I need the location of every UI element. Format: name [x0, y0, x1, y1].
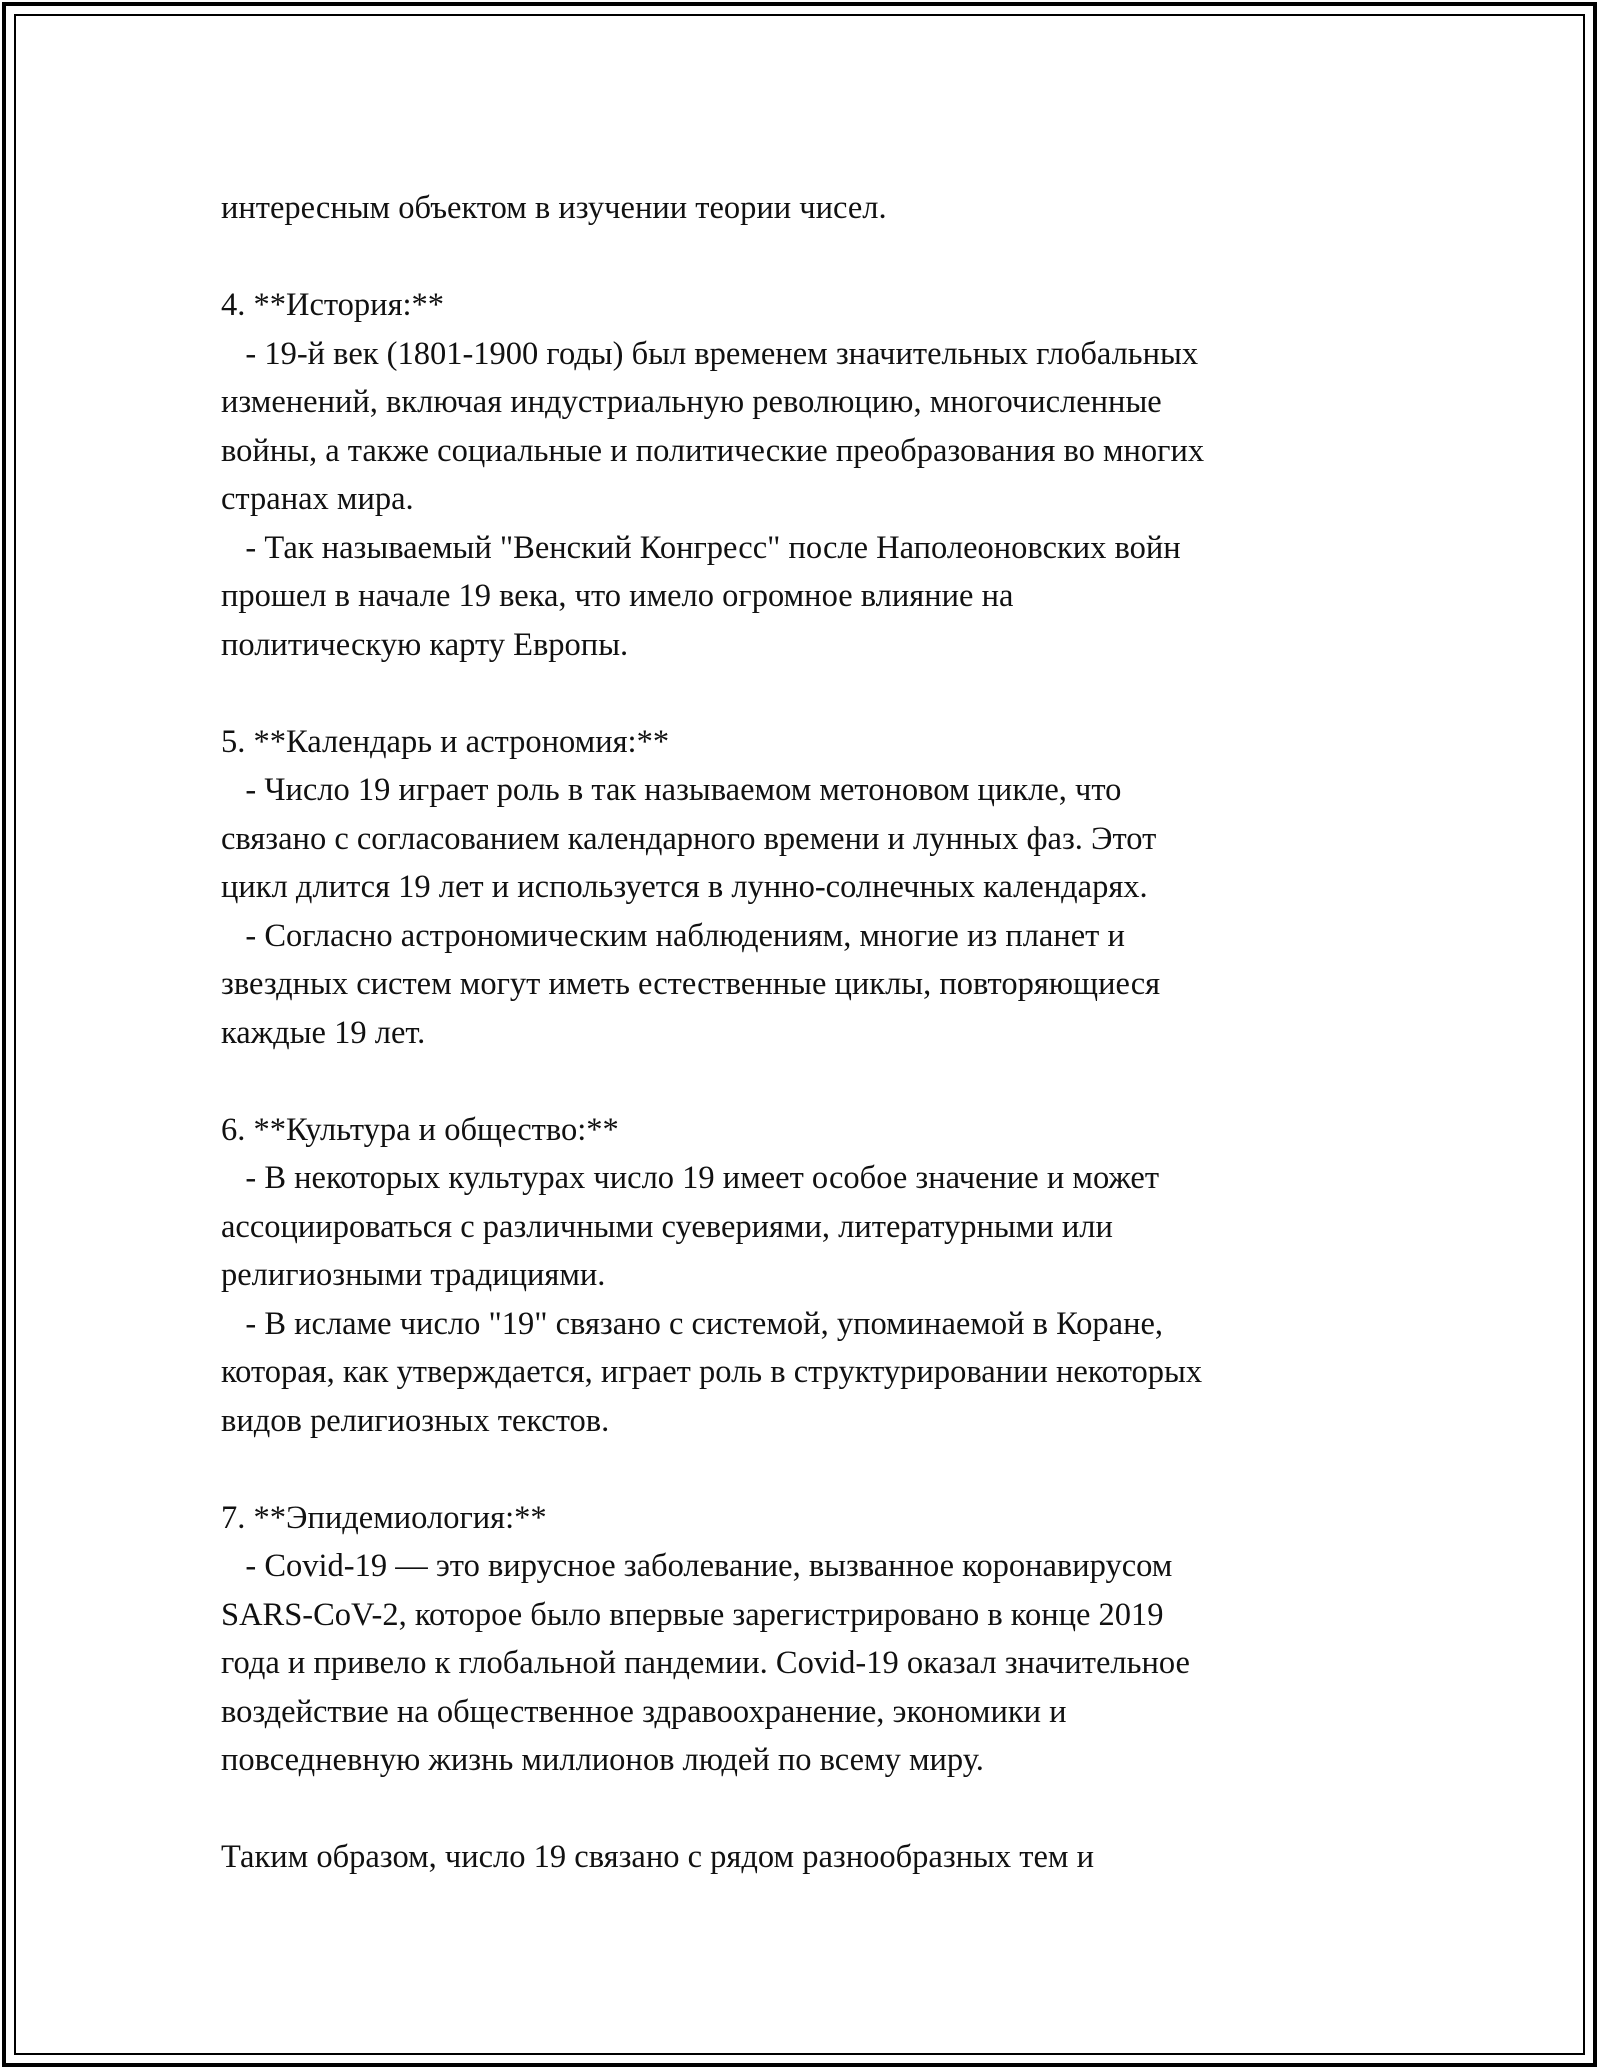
spacer — [221, 1057, 1371, 1106]
bullet-line: SARS-CoV-2, которое было впервые зарегистрировано в конце 2019 — [221, 1596, 1164, 1633]
bullet-line: связано с согласованием календарного времени и лунных фаз. Этот — [221, 820, 1157, 857]
section-history — [221, 281, 1371, 669]
bullet-line: войны, а также социальные и политические преобразования во многих — [221, 432, 1205, 469]
bullet-line: - В исламе число "19" связано с системой, упоминаемой в Коране, — [221, 1305, 1164, 1342]
bullet-line: - Число 19 играет роль в так называемом метоновом цикле, что — [221, 772, 1122, 808]
bullet-line: странах мира. — [221, 481, 414, 517]
spacer — [221, 669, 1371, 718]
spacer — [221, 233, 1371, 282]
bullet-line: - Так называемый "Венский Конгресс" после Наполеоновских войн — [221, 529, 1181, 566]
section-culture-society — [221, 1106, 1371, 1446]
bullet-line: видов религиозных текстов. — [221, 1402, 610, 1439]
bullet-line: цикл длится 19 лет и используется в лунно-солнечных календарях. — [221, 869, 1148, 905]
spacer — [221, 1445, 1371, 1494]
section-calendar-astronomy — [221, 718, 1371, 1058]
section-epidemiology — [221, 1494, 1371, 1785]
bullet-line: ассоциироваться с различными суевериями, литературными или — [221, 1208, 1113, 1245]
bullet-line: религиозными традициями. — [221, 1257, 606, 1293]
section-heading: 4. **История:** — [221, 287, 445, 323]
intro-tail-text: интересным объектом в изучении теории чисел. — [221, 190, 887, 226]
bullet-line: - В некоторых культурах число 19 имеет особое значение и может — [221, 1160, 1160, 1196]
conclusion-text: Таким образом, число 19 связано с рядом разнообразных тем и — [221, 1839, 1094, 1875]
bullet-line: политическую карту Европы. — [221, 626, 629, 663]
bullet-line: прошел в начале 19 века, что имело огромное влияние на — [221, 578, 1014, 614]
section-heading: 5. **Календарь и астрономия:** — [221, 723, 670, 760]
bullet-line: которая, как утверждается, играет роль в структурировании некоторых — [221, 1354, 1203, 1390]
document-body — [221, 184, 1371, 1882]
bullet-line: - 19-й век (1801-1900 годы) был временем значительных глобальных — [221, 335, 1199, 372]
bullet-line: - Согласно астрономическим наблюдениям, многие из планет и — [221, 917, 1125, 954]
bullet-line: каждые 19 лет. — [221, 1014, 426, 1051]
spacer — [221, 1785, 1371, 1834]
bullet-line: изменений, включая индустриальную революцию, многочисленные — [221, 384, 1162, 420]
bullet-line: повседневную жизнь миллионов людей по всему миру. — [221, 1742, 984, 1778]
bullet-line: звездных систем могут иметь естественные циклы, повторяющиеся — [221, 966, 1161, 1002]
bullet-line: - Covid-19 — это вирусное заболевание, вызванное коронавирусом — [221, 1548, 1173, 1584]
section-heading: 7. **Эпидемиология:** — [221, 1499, 547, 1536]
bullet-line: года и привело к глобальной пандемии. Covid-19 оказал значительное — [221, 1645, 1190, 1681]
bullet-line: воздействие на общественное здравоохранение, экономики и — [221, 1693, 1067, 1730]
section-heading: 6. **Культура и общество:** — [221, 1111, 619, 1148]
